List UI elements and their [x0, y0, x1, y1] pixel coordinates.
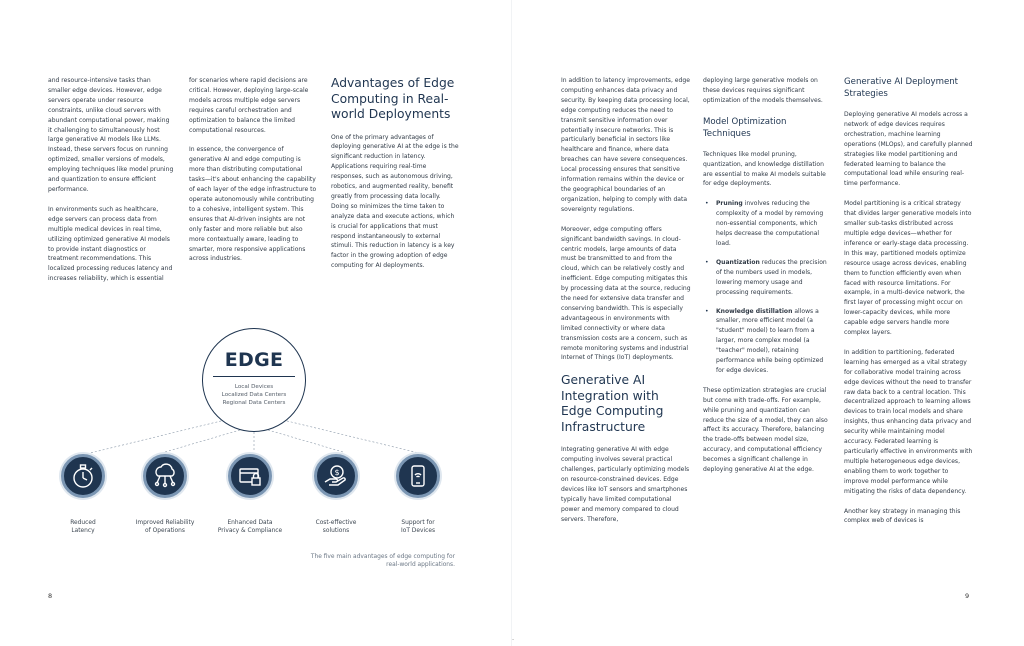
- page-number: 9: [965, 592, 970, 600]
- benefit-label-line: of Operations: [145, 528, 185, 535]
- edge-layers: [203, 383, 305, 407]
- list-term: Pruning: [716, 200, 743, 208]
- paragraph: In environments such as healthcare, edge servers can process data from multiple medical devices in real time, utilizing optimized generative AI models to provide instant diagnostics or treatment recommendations. This localized processing reduces latency and increases reliability, which is essential: [48, 205, 173, 283]
- page-number: 8: [48, 592, 53, 600]
- figure-caption: The five main advantages of edge computing for real-world applications.: [310, 554, 455, 569]
- benefit-label-line: Reduced: [70, 520, 96, 526]
- paragraph: In essence, the convergence of generative AI and edge computing is more than distributing computational tasks—it's about enhancing the capability of each layer of the edge infrastructure to operate autonomously while contributing to a cohesive, intelligent system. This ensures that AI-driven insights are not only faster and more reliable but also more contextually aware, leading to smarter, more responsive applications across industries.: [189, 146, 317, 263]
- paragraph: deploying large generative models on these devices requires significant optimization of the models themselves.: [703, 77, 823, 104]
- right-column-3: [844, 76, 974, 536]
- edge-layer-label: Localized Data Centers: [221, 392, 287, 398]
- benefit-label: [127, 519, 203, 536]
- benefit-label-line: Latency: [71, 528, 95, 535]
- list-text: involves reducing the complexity of a model by removing non-essential components, which helps decrease the computational load.: [716, 200, 824, 247]
- paragraph: Deploying generative AI models across a network of edge devices requires orchestration, machine learning operations (MLOps), and carefully planned strategies like model partitioning and federated learning to balance the computational load while ensuring real-time performance.: [844, 111, 973, 188]
- cloud-network-icon: [143, 454, 187, 498]
- edge-layer-label: Regional Data Centers: [222, 400, 286, 406]
- list-item: [703, 199, 831, 249]
- paragraph: Integrating generative AI with edge computing involves several practical challenges, particularly optimizing models on resource-constrained devices. Edge devices like IoT sensors and smartphones typically have limited computational power and memory compared to cloud servers. Therefore,: [561, 446, 690, 523]
- technique-list: [703, 199, 831, 376]
- subsection-heading: Model Optimization Techniques: [703, 116, 787, 139]
- benefit-label: [298, 519, 374, 536]
- paragraph: and resource-intensive tasks than smaller edge devices. However, edge servers operate under resource constraints, unlike cloud servers with abundant computational power, making it challenging to simultaneously host large generative AI models like LLMs. Instead, these servers focus on running optimized, smaller versions of models, employing techniques like model pruning and quantization to ensure efficient performance.: [48, 77, 174, 193]
- right-page: [512, 0, 1024, 646]
- paragraph: These optimization strategies are crucial but come with trade-offs. For example, while pruning and quantization can reduce the size of a model, they can also affect its accuracy. Therefore, balancing the trade-offs between model size, accuracy, and computational efficiency becomes a significant challenge in deploying generative AI at the edge.: [703, 386, 828, 474]
- svg-text:$: $: [334, 468, 340, 477]
- edge-diagram-hub: [202, 328, 306, 432]
- right-column-1: [561, 76, 691, 535]
- right-column-2: [703, 76, 831, 485]
- edge-title: EDGE: [224, 349, 284, 371]
- paragraph: One of the primary advantages of deploying generative AI at the edge is the significant reduction in latency. Applications requiring real-time responses, such as autonomous driving, robotics, and augmented reality, benefit greatly from processing data locally. Doing so minimizes the time taken to analyze data and execute actions, which is crucial for applications that must respond instantaneously to external stimuli. This reduction in latency is a key factor in the growing adoption of edge computing for AI deployments.: [331, 133, 459, 270]
- card-lock-icon: [228, 454, 272, 498]
- subsection-heading: Generative AI Deployment Strategies: [844, 77, 959, 99]
- benefit-label-line: Cost-effective: [315, 520, 357, 526]
- section-heading: Generative AI Integration with Edge Computing Infrastructure: [561, 373, 664, 434]
- paragraph: In addition to partitioning, federated learning has emerged as a vital strategy for collaborative model training across edge devices without the need to transfer raw data back to a central location. This decentralized approach to learning allows devices to train local models and share insights, thus enhancing data privacy and security while maintaining model accuracy. Federated learning is particularly effective in environments with multiple heterogeneous edge devices, enabling them to work together to improve model performance while mitigating the risks of data dependency.: [844, 348, 973, 495]
- paragraph: Techniques like model pruning, quantization, and knowledge distillation are essential to make AI models suitable for edge deployments.: [703, 150, 826, 188]
- paragraph: Model partitioning is a critical strategy that divides larger generative models into smaller sub-tasks distributed across multiple edge devices—whether for inference or early-stage data processing. In this way, partitioned models optimize resource usage across devices, enabling them to function efficiently even when faced with resource limitations. For example, in a multi-device network, the first layer of processing might occur on lower-capacity devices, while more capable edge servers handle more complex layers.: [844, 200, 972, 337]
- list-item: [703, 307, 831, 376]
- section-heading: Advantages of Edge Computing in Real-world Deployments: [331, 76, 455, 121]
- paragraph: Another key strategy in managing this complex web of devices is: [844, 507, 961, 525]
- benefit-label-line: Enhanced Data: [227, 520, 273, 526]
- list-term: Quantization: [716, 258, 760, 266]
- hand-dollar-icon: [314, 454, 358, 498]
- benefit-label-line: Support for: [401, 520, 435, 526]
- paragraph: Moreover, edge computing offers significant bandwidth savings. In cloud-centric models, large amounts of data must be transmitted to and from the cloud, which can be relatively costly and inefficient. Edge computing mitigates this by processing data at the source, reducing the need for extensive data transfer and conserving bandwidth. This is especially advantageous in environments with limited connectivity or where data transmission costs are a concern, such as remote monitoring systems and industrial Internet of Things (IoT) deployments.: [561, 225, 691, 362]
- list-term: Knowledge distillation: [716, 307, 793, 315]
- benefit-label-line: Privacy & Compliance: [217, 528, 283, 535]
- list-item: [703, 258, 831, 298]
- stopwatch-icon: [61, 454, 105, 498]
- paragraph: In addition to latency improvements, edge computing enhances data privacy and security. By keeping data processing local, edge computing reduces the need to transmit sensitive information over potentially insecure networks. This is particularly beneficial in sectors like healthcare and finance, where data breaches can have severe consequences. Local processing ensures that sensitive information remains within the device or the geographical boundaries of an organization, helping to comply with data sovereignty regulations.: [561, 77, 690, 213]
- iot-device-icon: [396, 454, 440, 498]
- list-text: allows a smaller, more efficient model (a "student" model) to learn from a larger, more complex model (a "teacher" model), retaining performance while being optimized for edge devices.: [716, 307, 824, 374]
- benefit-label: [380, 519, 456, 536]
- benefit-label: [212, 519, 288, 536]
- benefit-label: [45, 519, 121, 536]
- benefit-label-line: Improved Reliability: [135, 520, 195, 526]
- benefit-label-line: IoT Devices: [400, 528, 436, 535]
- list-text: reduces the precision of the numbers used in models, lowering memory usage and processing requirements.: [716, 258, 827, 296]
- divider: [213, 376, 295, 377]
- benefit-label-line: solutions: [322, 528, 350, 535]
- bottom-mark: -: [512, 636, 515, 643]
- edge-layer-label: Local Devices: [234, 384, 274, 390]
- paragraph: for scenarios where rapid decisions are critical. However, deploying large-scale models across multiple edge servers requires careful orchestration and optimization to balance the limited computational resources.: [189, 77, 309, 134]
